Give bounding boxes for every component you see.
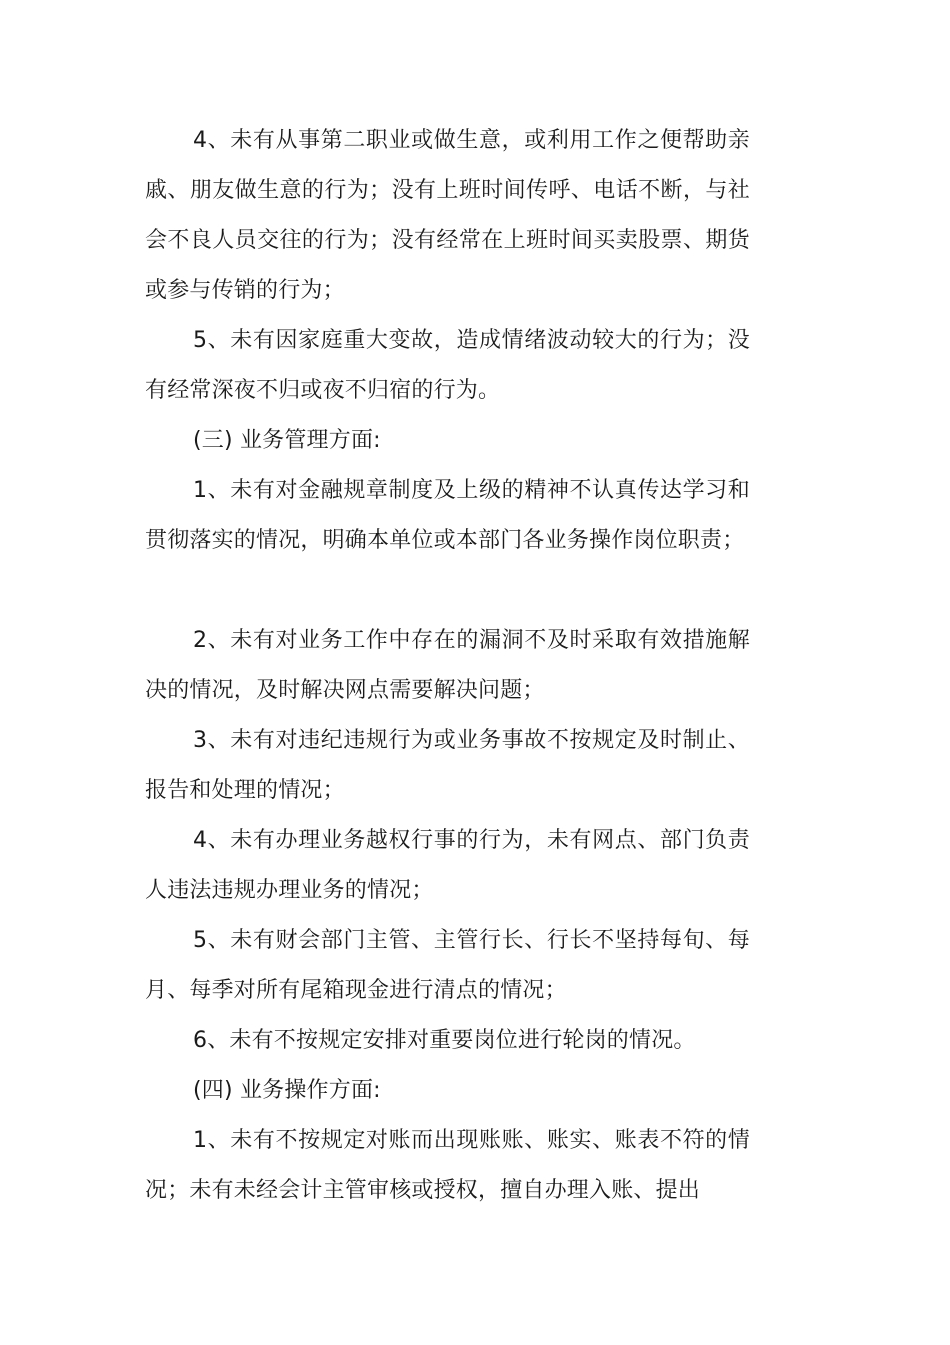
paragraph-operation-1: 1、未有不按规定对账而出现账账、账实、账表不符的情况；未有未经会计主管审核或授权，擅自办理入账、提出: [145, 1128, 750, 1203]
section-heading-business-operation: (四) 业务操作方面:: [193, 1078, 381, 1103]
paragraph-management-2: 2、未有对业务工作中存在的漏洞不及时采取有效措施解决的情况，及时解决网点需要解决问题；: [145, 628, 750, 703]
paragraph-management-1: 1、未有对金融规章制度及上级的精神不认真传达学习和贯彻落实的情况，明确本单位或本部门各业务操作岗位职责；: [145, 478, 750, 553]
section-heading-business-management: (三) 业务管理方面:: [193, 428, 381, 453]
paragraph-management-6: 6、未有不按规定安排对重要岗位进行轮岗的情况。: [193, 1028, 696, 1053]
paragraph-personal-5: 5、未有因家庭重大变故，造成情绪波动较大的行为；没有经常深夜不归或夜不归宿的行为。: [145, 328, 750, 403]
paragraph-management-3: 3、未有对违纪违规行为或业务事故不按规定及时制止、报告和处理的情况；: [145, 728, 750, 803]
paragraph-management-4: 4、未有办理业务越权行事的行为，未有网点、部门负责人违法违规办理业务的情况；: [145, 828, 750, 903]
paragraph-management-5: 5、未有财会部门主管、主管行长、行长不坚持每旬、每月、每季对所有尾箱现金进行清点的情况；: [145, 928, 750, 1003]
paragraph-personal-4: 4、未有从事第二职业或做生意，或利用工作之便帮助亲戚、朋友做生意的行为；没有上班时间传呼、电话不断，与社会不良人员交往的行为；没有经常在上班时间买卖股票、期货或参与传销的行为；: [145, 128, 750, 303]
